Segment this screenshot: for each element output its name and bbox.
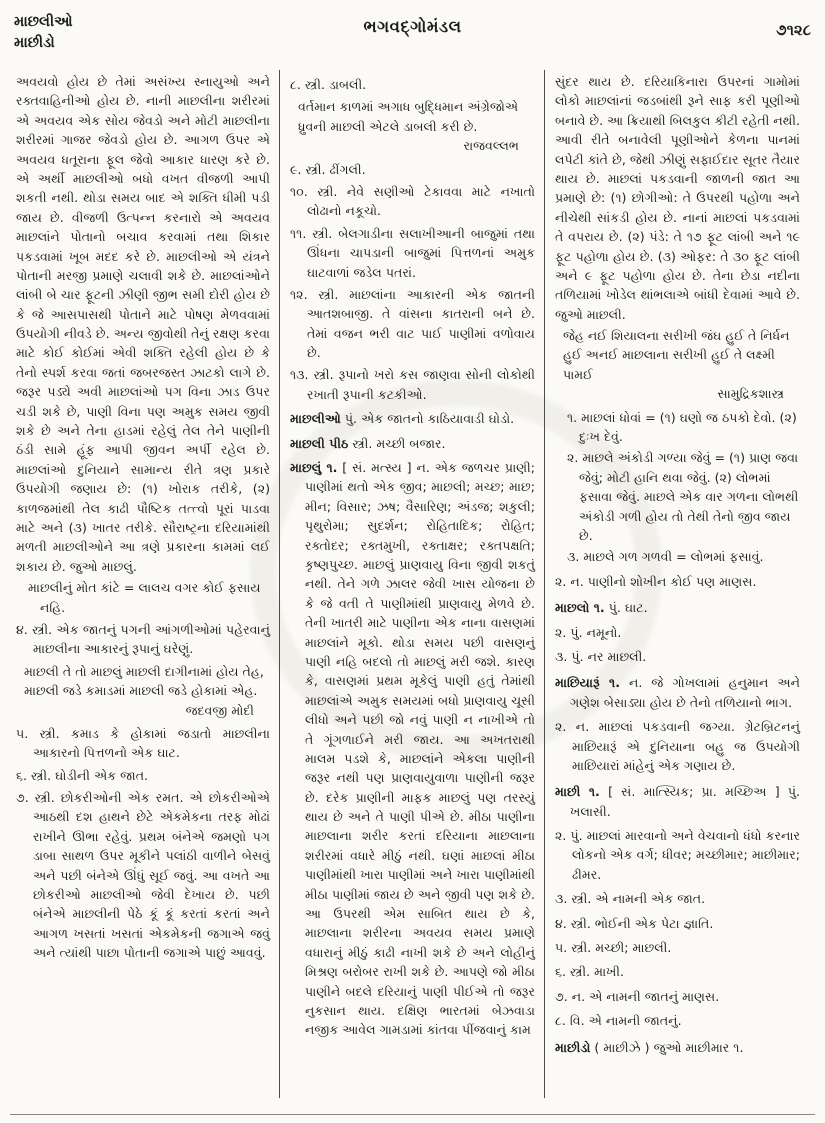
paragraph-text: ૭. સ્ત્રી. છોકરીઓની એક રમત. એ છોકરીઓએ આઠથી દશ હાથને છેટે એકમેકના તરફ મોઢાં રાખીને ઊભા રહેવું. પ્રથમ બંનેએ જમણો પગ ડાબા સાથળ ઉપર મૂકીને પલાંઠી વાળીને બેસવું અને પછી બંનેએ ઊંધું સૂઈ જવું. આ વખતે આ છોકરીઓ માછલીઓ જેવી દેખાય છે. પછી બંનેએ માછલીની પેઠે કૂં કૂં કરતાં કરતાં અને આગળ ખસતાં ખસતાં એકમેકની જગાએ જવું અને ત્યાંથી પાછા પોતાની જગાએ પાછું આવવું. [16, 790, 270, 961]
paragraph [555, 547, 800, 566]
page-header [14, 12, 811, 70]
paragraph [16, 724, 270, 763]
headword: માછલીઓ [290, 411, 341, 427]
text-column-2 [279, 70, 544, 1098]
paragraph [16, 662, 270, 701]
paragraph-text: ૯. સ્ત્રી. ઢીંગલી. [290, 161, 366, 177]
paragraph-text: વર્તમાન કાળમાં અગાધ બુદ્ધિમાન અંગ્રેજોએ ધ્રુવની માછલી એટલે ડાબલી કરી છે. [298, 99, 519, 134]
paragraph [555, 623, 800, 642]
paragraph [290, 224, 535, 282]
paragraph [16, 701, 270, 720]
paragraph [555, 889, 800, 908]
paragraph-text: ૧૦. સ્ત્રી. નેવે સણીઓ ટેકાવવા માટે નખાતો લોઢાનો નકૂચો. [290, 183, 535, 219]
paragraph [290, 75, 535, 94]
dictionary-entry [555, 782, 800, 821]
paragraph-text: ૧૧. સ્ત્રી. બેલગાડીના સલાખીઆની બાજુમાં તથા ઊંધના ચાપડાની બાજુમાં પિત્તળનાં અમુક ઘાટવાળાં જડેલ પતરાં. [290, 225, 535, 280]
dictionary-entry [555, 673, 800, 712]
paragraph-text: ૪. સ્ત્રી. એક જાતનું પગની આંગળીઓમાં પહેરવાનું માછલીના આકારનું રૂપાનું ઘરેણું. [16, 621, 270, 657]
paragraph [16, 578, 270, 617]
paragraph [290, 97, 535, 136]
paragraph-text: ન. જે ગોખલામાં હનુમાન અને ગણેશ બેસાડ્યા હોય છે તેનો તળિયાનો ભાગ. [570, 675, 801, 710]
paragraph [555, 572, 800, 591]
paragraph [290, 285, 535, 363]
paragraph-text: પું. ઘાટ. [608, 600, 648, 616]
headword: માછીડો [555, 1039, 591, 1055]
paragraph [16, 788, 270, 963]
paragraph [16, 766, 270, 785]
book-title: ભગવદ્ગોમંડલ [363, 17, 462, 36]
paragraph-text: માછલી તે તો માછલું માછલી દાગીનામાં હોય તેહ, માછલી જડે કમાડમાં માછલી જડે હોકામાં એહ. [24, 663, 264, 699]
paragraph [555, 326, 800, 384]
page-number: ૭૧૨૮ [776, 21, 811, 39]
paragraph [555, 448, 800, 545]
paragraph-text: માછલીનું મોત કાંટે = લાલચ વગર કોઈ ફસાય નહિ. [28, 580, 261, 615]
paragraph-text: [ સં. માત્સ્યિક; પ્રા. મચ્છિઅ ] પું. ખલાસી. [570, 784, 800, 819]
paragraph-text: ૮. વિ. એ નામની જાતનું. [555, 1013, 682, 1029]
paragraph [555, 384, 800, 403]
paragraph-text: ૨. પું. માછલાં મારવાનો અને વેચવાનો ધંધો કરનાર લોકનો એક વર્ગ; ધીવર; મચ્છીમાર; માછીમાર; ઢીમર. [555, 828, 800, 882]
paragraph-text: ૫. સ્ત્રી. કમાડ કે હોકામાં જડાતો માછલીના આકારનો પિત્તળનો એક ઘાટ. [16, 725, 270, 761]
headword: માછલું ૧. [290, 460, 338, 476]
paragraph-text: ૮. સ્ત્રી. ડાબલી. [290, 77, 367, 92]
paragraph-text: ૬. સ્ત્રી. ઘોડીની એક જાત. [16, 767, 149, 783]
paragraph [555, 408, 800, 447]
paragraph-text: [ સં. મત્સ્ય ] ન. એક જળચર પ્રાણી; પાણીમાં થતો એક જીવ; માછલી; મચ્છ; માછ; મીન; વિસાર; ઝષ; વૈસારિણ; અંડજ; શકુલી; પૃથુરોમા; સુદર્શન; રોહિતાદિક; રોહિત; રક્તોદર; રક્તમુખી, રક્તાક્ષર; રક્તપક્ષતિ; કૃષ્ણપુચ્છ. માછલું પ્રાણવાયુ વિના જીવી શકતું નથી. તેને ગળે ઝાલર જેવી ખાસ યોજના છે કે જે વતી તે પાણીમાંથી પ્રાણવાયુ મેળવે છે. તેની ખાતરી માટે પાણીના એક નાના વાસણમાં માછલાંને મૂકો. થોડા સમય પછી વાસણનું પાણી નહિ બદલો તો માછલું મરી જશે. કારણ કે, વાસણમાં પ્રથમ મૂકેલું પાણી હતું તેમાંથી માછલાંએ અમુક સમયમાં બધો પ્રાણવાયુ ચૂસી લીધો અને પછી જો નવું પાણી ન નાખીએ તો તે ગૂંગળાઈને મરી જાય. આ અખતરાથી માલમ પડશે કે, માછલાંને એકલા પાણીની જરૂર નથી પણ પ્રાણવાયુવાળા પાણીની જરૂર છે. દરેક પ્રાણીની માફક માછલું પણ તરસ્યું થાય છે અને તે પાણી પીએ છે. મીઠા પાણીના માછલાના શરીર કરતાં દરિયાના માછલાના શરીરમાં વધારે મીઠું નથી. ઘણાં માછલાં મીઠા પાણીમાંથી ખારા પાણીમાં અને ખારા પાણીમાંથી મીઠા પાણીમાં જાય છે અને જીવી પણ શકે છે. આ ઉપરથી એમ સાબિત થાય છે કે, માછલાના શરીરના અવયવ સમય પ્રમાણે વધારાનું મીઠું કાઢી નાખી શકે છે અને લોહીનું મિશ્રણ બરોબર રાખી શકે છે. આપણે જો મીઠા પાણીને બદલે દરિયાનું પાણી પીઈએ તો જરૂર નુકસાન થાય. દક્ષિણ ભારતમાં બેઝવાડા નજીક આવેલ ગામડામાં કાંતવા પીંજવાનું કામ [305, 460, 535, 1038]
paragraph-text: પું. એક જાતનો કાઠિયાવાડી ઘોડો. [344, 411, 515, 427]
paragraph-text: ૩. પું. નર માછલી. [555, 648, 647, 664]
paragraph-text: ૬. સ્ત્રી. માખી. [555, 964, 625, 980]
dictionary-entry [290, 409, 535, 428]
paragraph [555, 647, 800, 666]
paragraph-text: ૩. સ્ત્રી. એ નામની એક જાત. [555, 891, 706, 907]
paragraph [290, 365, 535, 404]
dictionary-entry [290, 458, 535, 1040]
paragraph-text: જેહ નઈ શિયાલના સરીખી જંઘ હુઈ તે નિર્ધન હુઈ અનઈ માછલાના સરીખી હુઈ તે લક્ષ્મી પામઈ [563, 328, 790, 382]
paragraph-text: ૪. સ્ત્રી. ભોઈની એક પેટા જ્ઞાતિ. [555, 915, 714, 931]
dictionary-entry [290, 434, 535, 453]
paragraph [555, 717, 800, 775]
paragraph-text: સામુદ્રિકશાસ્ત્ર [717, 386, 784, 402]
paragraph [16, 620, 270, 659]
paragraph-text: રાજવલ્લભ [463, 138, 519, 154]
text-column-3 [544, 70, 809, 1098]
paragraph-text: ૫. સ્ત્રી. મચ્છી; માછલી. [555, 940, 672, 956]
paragraph-text: ૨. ન. પાણીનો શોખીન કોઈ પણ માણસ. [555, 573, 757, 589]
paragraph-text: ૨. પું. નમૂનો. [555, 624, 622, 640]
paragraph-text: સ્ત્રી. મચ્છી બજાર. [352, 435, 446, 451]
running-head-first-word: માછલીઓ [14, 14, 73, 30]
paragraph-text: ( માછીઝે ) જુઓ માછીમાર ૧. [594, 1039, 744, 1055]
paragraph [290, 160, 535, 179]
paragraph-text: ૩. માછલે ગળ ગળવી = લોભમાં ફસાવું. [567, 549, 764, 565]
headword: માછલી પીઠ [290, 435, 349, 451]
paragraph-text: સુંદર થાય છે. દરિયાકિનારા ઉપરનાં ગામોમાં લોકો માછલાંનાં જડબાંથી રૂને સાફ કરી પૂણીઓ બનાવે છે. આ ક્રિયાથી બિલકુલ કીટી રહેતી નથી. આવી રીતે બનાવેલી પૂણીઓને કેળના પાનમાં લપેટી કાંતે છે, જેથી ઝીણું સફાઈદાર સૂતર તૈયાર થાય છે. માછલાં પકડવાની જાળની જાત આ પ્રમાણે છે: (૧) છોગીઓ: તે ઉપરથી પહોળા અને નીચેથી સાંકડી હોય છે. નાનાં માછલાં પકડવામાં તે વપરાય છે. (૨) પંડે: તે ૧૭ ફૂટ લાંબી અને ૧૯ ફૂટ પહોળા હોય છે. (૩) ઓફર: તે ૩૦ ફૂટ લાંબી અને ૯ ફૂટ પહોળા હોય છે. તેના છેડા નદીના તળિયામાં ખોડેલ થાંભલાએ બાંધી દેવામાં આવે છે. જુઓ માછલી. [555, 74, 800, 322]
paragraph-text: ૨. માછલે અંકોડી ગળ્યા જેવું = (૧) પ્રાણ જવા જેવું; મોટી હાનિ થવા જેવું. (૨) લોભમાં ફસાવા જેવું. માછલે એક વાર ગળના લોભથી અંકોડી ગળી હોય તો તેથી તેનો જીવ જાય છે. [567, 450, 799, 543]
paragraph [555, 938, 800, 957]
paragraph [290, 182, 535, 221]
paragraph-text: ૨. ન. માછલાં પકડવાની જગ્યા. ગ્રેટબ્રિટનનું માછિયારૂં એ દુનિયાના બહુ જ ઉપયોગી માછિયારાં માંહેનું એક ગણાય છે. [555, 719, 800, 773]
paragraph-text: ૧૩. સ્ત્રી. રૂપાનો ખરો કસ જાણવા સોની લોકોથી રખાતી રૂપાની કટકીઓ. [290, 367, 535, 402]
running-head [14, 12, 209, 54]
paragraph-text: ૧. માછલાં ધોવાં = (૧) ઘણો જ ઠપકો દેવો. (૨) દુઃખ દેવું. [567, 409, 797, 445]
paragraph-text: જદવજી મોદી [185, 702, 254, 718]
paragraph [16, 72, 270, 576]
paragraph [555, 962, 800, 981]
paragraph-text: ૧૨. સ્ત્રી. માછલાંના આકારની એક જાતની આતશબાજી. તે વાંસના કાતરાની બને છે. તેમાં વજન ભરી વાટ પાઈ પાણીમાં વળોવાય છે. [290, 286, 535, 361]
dictionary-entry [555, 598, 800, 617]
paragraph-text: ૭. ન. એ નામની જાતનું માણસ. [555, 988, 720, 1004]
headword: માછિયારૂં ૧. [555, 675, 621, 691]
paragraph [290, 136, 535, 155]
paragraph [555, 72, 800, 324]
paragraph [555, 987, 800, 1006]
text-columns [14, 70, 811, 1098]
dictionary-entry [555, 1038, 800, 1057]
paragraph-text: અવયવો હોય છે તેમાં અસંખ્ય સ્નાયુઓ અને રક્તવાહિનીઓ હોય છે. નાની માછલીના શરીરમાં એ અવયવ એક સોય જેવડો અને મોટી માછલીના શરીરમાં ગાજર જેવડો હોય છે. આગળ ઉપર એ અવયવ ધતૂરાના ફૂલ જેવો આકાર ધારણ કરે છે. એ અર્થી માછલીઓ બધો વખત વીજળી આપી શકતી નથી. થોડા સમય બાદ એ શક્તિ ધીમી પડી જાય છે. વીજળી ઉત્પન્ન કરનારો એ અવયવ માછલાંને પોતાનો બચાવ કરવામાં તથા શિકાર પકડવામાં ખૂબ મદદ કરે છે. માછલીઓ એ યંત્રને પોતાની મરજી પ્રમાણે ચલાવી શકે છે. માછલાંઓને લાંબી બે ચાર ફૂટની ઝીણી જીભ સમી દોરી હોય છે કે જે આસપાસથી પોતાને માટે પોષણ મેળવવામાં ઉપયોગી નીવડે છે. અન્ય જીવોથી તેનું રક્ષણ કરવા માટે કોઈ કોઈમાં એવી શક્તિ રહેલી હોય છે કે તેનો સ્પર્શ કરવા જતાં જબરજસ્ત ઝાટકો લાગે છે. જરૂર પડ્યે અવી માછલાંઓ પગ વિના ઝાડ ઉપર ચડી શકે છે, પાણી વિના પણ અમુક સમય જીવી શકે છે અને તેના હાડમાં રહેલું તેલ તેને પાણીની ઠંડી સામે હૂંફ આપી જીવન અર્પી રહેલ છે. માછલાંઓ દુનિયાને સામાન્ય રીતે ત્રણ પ્રકારે ઉપયોગી જણાય છે: (૧) ખોરાક તરીકે, (૨) કાળજમાંથી તેલ કાઢી પૌષ્ટિક તત્ત્વો પૂરાં પાડવા માટે અને (૩) ખાતર તરીકે. સૌરાષ્ટ્રના દરિયામાંથી મળતી માછલીઓને આ ત્રણે પ્રકારના કામમાં લઈ શકાય છે. જુઓ માછલું. [16, 74, 270, 574]
paragraph [555, 1011, 800, 1030]
text-column-1 [14, 70, 279, 1098]
headword: માછલો ૧. [555, 600, 605, 616]
running-head-last-word: માછીડો [14, 35, 55, 52]
paragraph [555, 826, 800, 884]
headword: માછી ૧. [555, 784, 600, 800]
paragraph [555, 914, 800, 933]
footer-rule [10, 1114, 815, 1115]
